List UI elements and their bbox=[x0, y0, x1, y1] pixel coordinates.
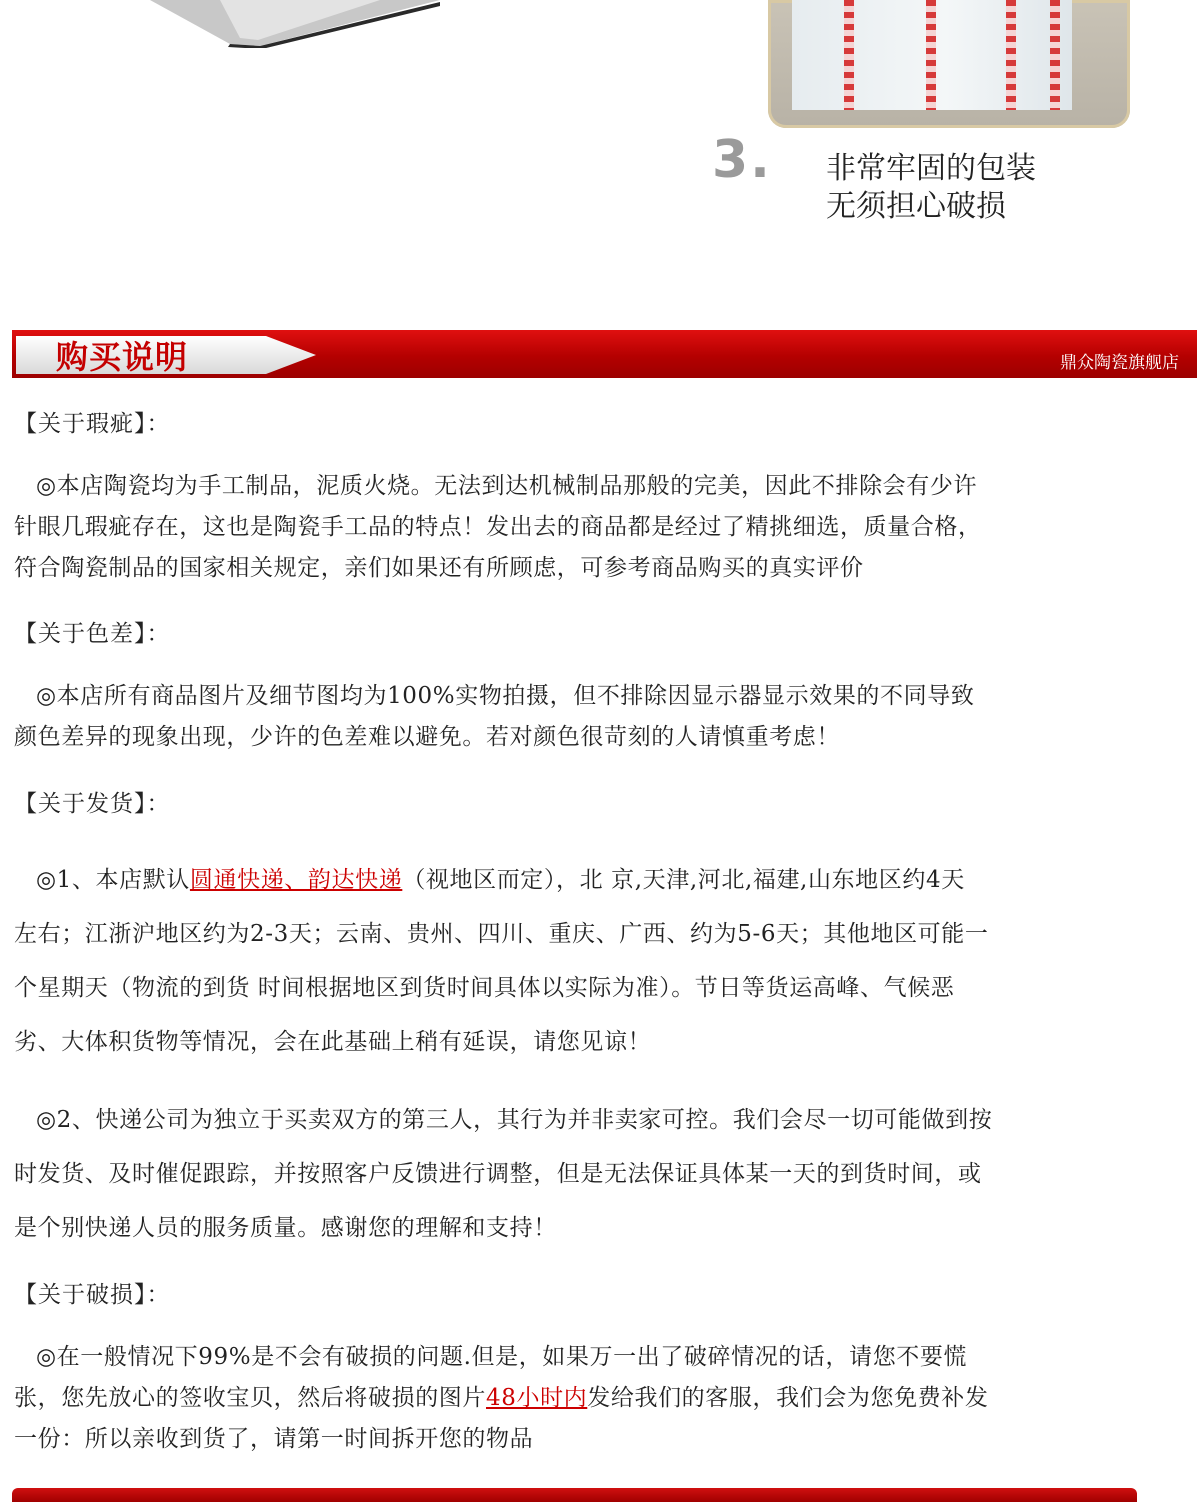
flaw-line2: 针眼几瑕疵存在，这也是陶瓷手工品的特点！发出去的商品都是经过了精挑细选，质量合格， bbox=[14, 514, 982, 540]
damage-paragraph bbox=[14, 1337, 1154, 1460]
step-caption-line1: 非常牢固的包装 bbox=[826, 151, 1036, 186]
shipping-item1-line2: 左右；江浙沪地区约为2-3天；云南、贵州、四川、重庆、广西、约为5-6天；其他地区可能一 bbox=[14, 921, 989, 947]
shipping-item1-line4: 劣、大体积货物等情况，会在此基础上稍有延误，请您见谅！ bbox=[14, 1029, 652, 1055]
shipping-item2-line1: ◎2、快递公司为独立于买卖双方的第三人，其行为并非卖家可控。我们会尽一切可能做到按 bbox=[36, 1107, 993, 1133]
color-line2: 颜色差异的现象出现，少许的色差难以避免。若对颜色很苛刻的人请慎重考虑！ bbox=[14, 724, 840, 750]
shipping-item1-prefix: ◎1、本店默认 bbox=[36, 867, 190, 893]
step-number: 3. bbox=[712, 130, 772, 190]
damage-heading: 【关于破损】： bbox=[14, 1282, 171, 1308]
purchase-info-banner bbox=[12, 330, 1197, 378]
flaw-paragraph bbox=[14, 466, 1154, 589]
flaw-heading: 【关于瑕疵】： bbox=[14, 411, 171, 437]
package-photo-right bbox=[768, 0, 1130, 128]
flaw-line3: 符合陶瓷制品的国家相关规定，亲们如果还有所顾虑，可参考商品购买的真实评价 bbox=[14, 555, 864, 581]
shipping-item1-line3: 个星期天（物流的到货 时间根据地区到货时间具体以实际为准）。节日等货运高峰、气候恶 bbox=[14, 975, 955, 1001]
color-line1: ◎本店所有商品图片及细节图均为100%实物拍摄，但不排除因显示器显示效果的不同导致 bbox=[36, 683, 975, 709]
shipping-item2-line2: 时发货、及时催促跟踪，并按照客户反馈进行调整，但是无法保证具体某一天的到货时间，或 bbox=[14, 1161, 982, 1187]
store-name: 鼎众陶瓷旗舰店 bbox=[1060, 353, 1179, 373]
damage-line3: 一份：所以亲收到货了，请第一时间拆开您的物品 bbox=[14, 1426, 534, 1452]
shipping-heading: 【关于发货】： bbox=[14, 791, 171, 817]
banner-title: 购买说明 bbox=[56, 338, 189, 376]
step-caption-line2: 无须担心破损 bbox=[826, 189, 1006, 224]
damage-line2-post: 发给我们的客服，我们会为您免费补发 bbox=[587, 1385, 989, 1411]
damage-line2-pre: 张，您先放心的签收宝贝，然后将破损的图片 bbox=[14, 1385, 486, 1411]
shipping-item1-suffix: （视地区而定），北 京,天津,河北,福建,山东地区约4天 bbox=[402, 867, 965, 893]
package-photo-left bbox=[150, 0, 440, 48]
flaw-line1: ◎本店陶瓷均为手工制品，泥质火烧。无法到达机械制品那般的完美，因此不排除会有少许 bbox=[36, 473, 978, 499]
color-heading: 【关于色差】： bbox=[14, 621, 171, 647]
shipping-item2 bbox=[14, 1093, 1154, 1255]
color-paragraph bbox=[14, 676, 1154, 758]
courier-link[interactable]: 圆通快递、韵达快递 bbox=[189, 867, 403, 893]
damage-48h-highlight: 48小时内 bbox=[486, 1385, 588, 1411]
damage-line1: ◎在一般情况下99%是不会有破损的问题.但是，如果万一出了破碎情况的话，请您不要慌 bbox=[36, 1344, 968, 1370]
step-caption bbox=[826, 150, 1036, 226]
shipping-item1 bbox=[14, 853, 1154, 1069]
shipping-item2-line3: 是个别快递人员的服务质量。感谢您的理解和支持！ bbox=[14, 1215, 557, 1241]
